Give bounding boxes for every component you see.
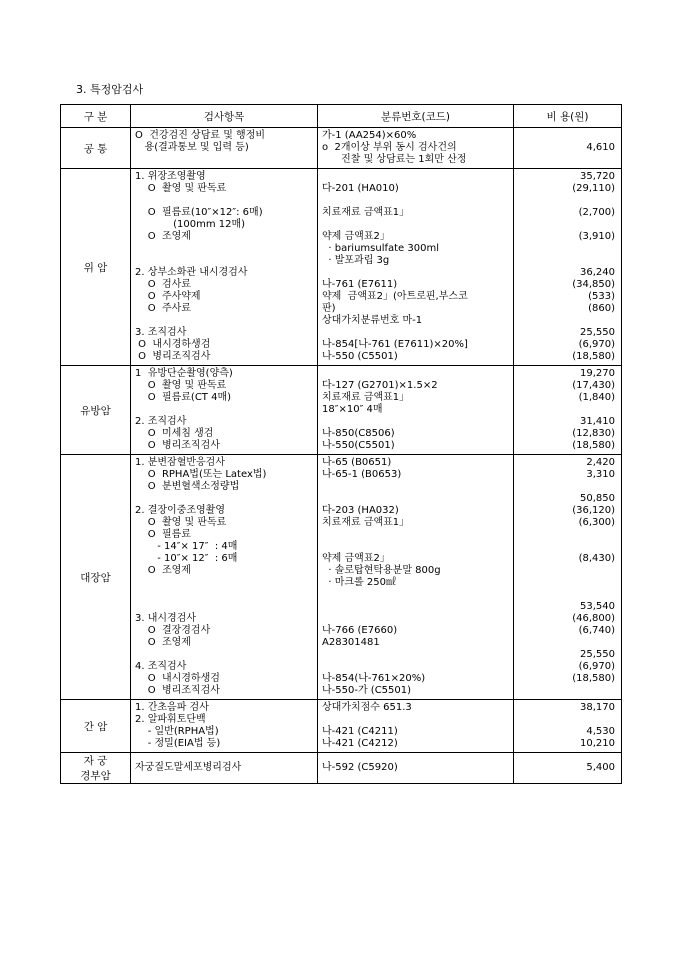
cost-value: 2,420 [586,457,615,468]
item-line: - 10″× 12″ : 6매 [135,553,238,564]
cost-value [518,637,615,649]
category-line: 경부암 [80,770,111,782]
code-line: 다-201 (HA010) [322,183,399,194]
cost-value: (6,300) [578,517,615,528]
item-line: O 주사약제 [135,291,201,302]
code-line [322,541,509,553]
code-line: 나-592 (C5920) [322,762,398,773]
code-line [322,661,509,673]
category-liver: 간 암 [61,700,131,753]
item-cell-common [131,128,318,169]
cost-value: (8,430) [578,553,615,564]
table-row-breast [61,366,622,455]
item-line [135,649,313,661]
code-line: 치료재료 금액표1」 [322,392,410,403]
cost-value: 4,530 [586,726,615,737]
item-line: 4. 조직검사 [135,661,187,672]
code-line: 치료재료 금액표1」 [322,207,410,218]
cost-value: (533) [588,291,615,302]
code-cell-stomach [318,169,514,366]
item-line: O 필름료(10″×12″: 6매) [135,207,263,218]
item-line: O 분변혈색소정량법 [135,481,240,492]
cost-value: (860) [588,303,615,314]
item-line [135,404,313,416]
item-line: 1. 분변잠혈반응검사 [135,457,225,468]
item-line: 용(결과통보 및 입력 등) [135,142,249,153]
item-line: O 결장경검사 [135,625,211,636]
category-stomach: 위 암 [61,169,131,366]
item-line: O 조영제 [135,231,191,242]
code-line [322,714,509,726]
cost-value: 5,400 [586,762,615,773]
code-line: 나-854(나-761×20%) [322,673,426,684]
item-line: 2. 상부소화관 내시경검사 [135,267,248,278]
table-header-row [61,105,622,128]
item-line [135,315,313,327]
header-category: 구 분 [61,105,131,128]
item-line: 1. 위장조영촬영 [135,171,206,182]
item-line: 1 유방단순촬영(양측) [135,368,233,379]
item-line: O 조영제 [135,565,191,576]
cost-value [518,589,615,601]
cost-cell-common [514,128,622,169]
cost-cell-stomach [514,169,622,366]
code-line [322,601,509,613]
code-line [322,649,509,661]
table-row-stomach [61,169,622,366]
item-line: O 미세침 생검 [135,428,214,439]
item-line [135,493,313,505]
table-row-liver [61,700,622,753]
cost-value: (17,430) [572,380,615,391]
item-line [135,243,313,255]
code-line: 약제 금액표2」 [322,553,390,564]
code-line: 나-421 (C4212) [322,738,398,749]
cost-value [518,565,615,577]
item-line: O 검사료 [135,279,191,290]
item-line: 2. 알파휘토단백 [135,714,206,725]
item-line: O 병리조직검사 [135,351,211,362]
item-line: O 촬영 및 판독료 [135,380,227,391]
code-line [322,195,509,207]
cost-value: (3,910) [578,231,615,242]
cost-value: (36,120) [572,505,615,516]
item-line [135,589,313,601]
cost-value: 19,270 [580,368,615,379]
code-line: 나-850(C8506) [322,428,395,439]
code-line: · 마크롤 250㎖ [322,577,396,588]
cost-value: 50,850 [580,493,615,504]
item-line: O 촬영 및 판독료 [135,183,227,194]
item-line: O 필름료(CT 4매) [135,392,232,403]
cancer-screening-table [60,104,622,784]
item-line: 자궁질도말세포병리검사 [135,762,242,773]
item-line: 1. 간초음파 검사 [135,702,209,713]
cost-value [518,219,615,231]
item-line [135,601,313,613]
code-cell-breast [318,366,514,455]
item-line: (100mm 12매) [135,219,246,230]
item-line: O 조영제 [135,637,191,648]
category-line: 자 궁 [83,755,108,767]
code-line: 나-421 (C4211) [322,726,398,737]
cost-value: (18,580) [572,440,615,451]
cost-value: 3,310 [586,469,615,480]
code-line: 약제 금액표2」(아트로핀,부스코 [322,291,468,302]
cost-value: (6,970) [578,339,615,350]
cost-value: 38,170 [580,702,615,713]
table-row-common [61,128,622,169]
item-line [135,195,313,207]
code-line [322,219,509,231]
item-cell-liver [131,700,318,753]
code-line: 다-127 (G2701)×1.5×2 [322,380,438,391]
item-line: 2. 조직검사 [135,416,187,427]
code-line [322,589,509,601]
code-line: 다-203 (HA032) [322,505,399,516]
code-line: 상대가치점수 651.3 [322,702,412,713]
cost-cell-breast [514,366,622,455]
code-line: · 발포과립 3g [322,255,390,266]
code-line: 가-1 (AA254)×60% [322,130,417,141]
code-line [322,613,509,625]
item-line [135,255,313,267]
item-line: O 주사료 [135,303,191,314]
cost-value: 10,210 [580,738,615,749]
item-line: O 내시경하생검 [135,673,220,684]
cost-value: 4,610 [586,142,615,153]
cost-value: (2,700) [578,207,615,218]
code-line [322,368,509,380]
code-cell-colon [318,455,514,700]
category-colon: 대장암 [61,455,131,700]
code-line: 나-65 (B0651) [322,457,392,468]
cost-value [518,195,615,207]
cost-value [518,481,615,493]
code-line: 진찰 및 상담료는 1회만 산정 [322,154,467,165]
item-line: 3. 내시경검사 [135,613,197,624]
code-line: 치료재료 금액표1」 [322,517,410,528]
code-line: o 2개이상 부위 동시 검사건의 [322,142,457,153]
item-line: O 촬영 및 판독료 [135,517,227,528]
cost-value: 36,240 [580,267,615,278]
cost-cell-liver [514,700,622,753]
cost-value: 31,410 [580,416,615,427]
table-row-colon [61,455,622,700]
cost-value: (46,800) [572,613,615,624]
cost-value [518,315,615,327]
item-line: O 내시경하생검 [135,339,211,350]
cost-value [518,714,615,726]
cost-value [518,577,615,589]
code-line [322,493,509,505]
category-breast: 유방암 [61,366,131,455]
code-line [322,481,509,493]
code-line: 약제 금액표2」 [322,231,390,242]
code-line [322,416,509,428]
cost-value [518,243,615,255]
item-line: O 병리조직검사 [135,685,220,696]
code-cell-cervix [318,753,514,784]
cost-cell-cervix [514,753,622,784]
header-cost: 비 용(원) [514,105,622,128]
item-cell-cervix [131,753,318,784]
cost-value: 25,550 [580,327,615,338]
cost-value: (34,850) [572,279,615,290]
cost-value: 25,550 [580,649,615,660]
code-line: 나-854[나-761 (E7611)×20%] [322,339,468,350]
item-line [135,577,313,589]
cost-value: (29,110) [572,183,615,194]
code-line [322,267,509,279]
cost-value: 35,720 [580,171,615,182]
code-line: · bariumsulfate 300ml [322,243,439,254]
category-cervix [61,753,131,784]
item-cell-stomach [131,169,318,366]
code-line [322,171,509,183]
cost-value [518,541,615,553]
item-line: O RPHA법(또는 Latex법) [135,469,267,480]
code-line: 나-65-1 (B0653) [322,469,402,480]
category-common: 공 통 [61,128,131,169]
code-line: 18″×10″ 4매 [322,404,383,415]
header-code: 분류번호(코드) [318,105,514,128]
item-line: - 정밀(EIA법 등) [135,738,221,749]
cost-value: (18,580) [572,351,615,362]
item-cell-colon [131,455,318,700]
cost-value: (1,840) [578,392,615,403]
item-cell-breast [131,366,318,455]
cost-value [518,255,615,267]
item-line: O 필름료 [135,529,191,540]
cost-value: 53,540 [580,601,615,612]
code-line: 나-550 (C5501) [322,351,398,362]
item-line: O 건강검진 상담료 및 행정비 [135,130,266,141]
item-line: - 14″× 17″ : 4매 [135,541,238,552]
item-line: 2. 결장이중조영촬영 [135,505,225,516]
code-line: 판) [322,303,336,314]
cost-value: (6,740) [578,625,615,636]
header-item: 검사항목 [131,105,318,128]
code-cell-liver [318,700,514,753]
section-title: 3. 특정암검사 [76,83,144,96]
table-row-cervix [61,753,622,784]
cost-value: (6,970) [578,661,615,672]
code-line: 나-550(C5501) [322,440,395,451]
code-line: 나-766 (E7660) [322,625,398,636]
code-line: A28301481 [322,637,380,648]
code-line: 상대가치분류번호 마-1 [322,315,423,326]
code-line: 나-761 (E7611) [322,279,398,290]
cost-cell-colon [514,455,622,700]
code-cell-common [318,128,514,169]
cost-value: (12,830) [572,428,615,439]
cost-value [518,529,615,541]
item-line: 3. 조직검사 [135,327,187,338]
code-line: · 솔로탑현탁용분말 800g [322,565,441,576]
cost-value: (18,580) [572,673,615,684]
item-line: - 일반(RPHA법) [135,726,219,737]
cost-value [518,404,615,416]
item-line: O 병리조직검사 [135,440,220,451]
code-line [322,529,509,541]
code-line: 나-550-가 (C5501) [322,685,412,696]
code-line [322,327,509,339]
